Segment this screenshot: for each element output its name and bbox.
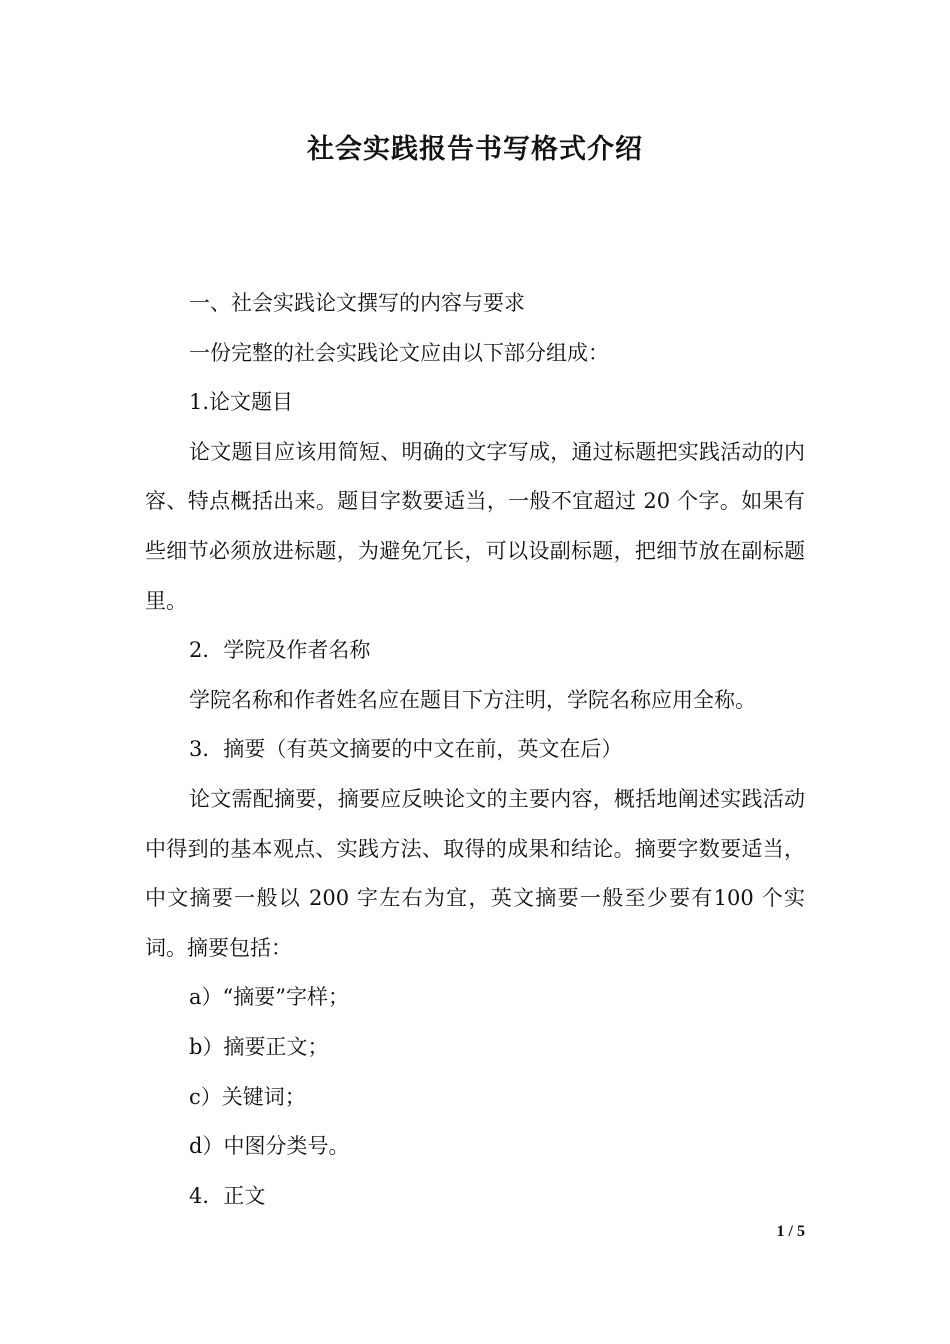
body-paragraph: 一份完整的社会实践论文应由以下部分组成： xyxy=(189,340,609,365)
list-item: c）关键词； xyxy=(189,1084,306,1109)
page-number: 1 / 5 xyxy=(776,1223,805,1240)
list-item: a）“摘要”字样； xyxy=(189,985,349,1010)
section-heading: 一、社会实践论文撰写的内容与要求 xyxy=(189,291,525,315)
subheading-title: 1.论文题目 xyxy=(189,390,294,415)
body-paragraph: 学院名称和作者姓名应在题目下方注明，学院名称应用全称。 xyxy=(189,687,756,712)
subheading-abstract: 3．摘要（有英文摘要的中文在前，英文在后） xyxy=(189,737,623,762)
body-paragraph: 论文需配摘要，摘要应反映论文的主要内容，概括地阐述实践活动中得到的基本观点、实践方法、取得的成果和结论。摘要字数要适当，中文摘要一般以 200 字左右为宜，英文摘要一般至少要有100 个实词。摘要包括： xyxy=(145,786,805,960)
document-title: 社会实践报告书写格式介绍 xyxy=(307,134,643,165)
subheading-main-text: 4．正文 xyxy=(189,1183,266,1208)
body-paragraph: 论文题目应该用简短、明确的文字写成，通过标题把实践活动的内容、特点概括出来。题目字数要适当，一般不宜超过 20 个字。如果有些细节必须放进标题，为避免冗长，可以设副标题，把细节放在副标题里。 xyxy=(145,439,805,613)
document-body xyxy=(145,279,805,1221)
list-item: d）中图分类号。 xyxy=(189,1134,350,1159)
subheading-author: 2．学院及作者名称 xyxy=(189,638,371,663)
list-item: b）摘要正文； xyxy=(189,1034,329,1059)
